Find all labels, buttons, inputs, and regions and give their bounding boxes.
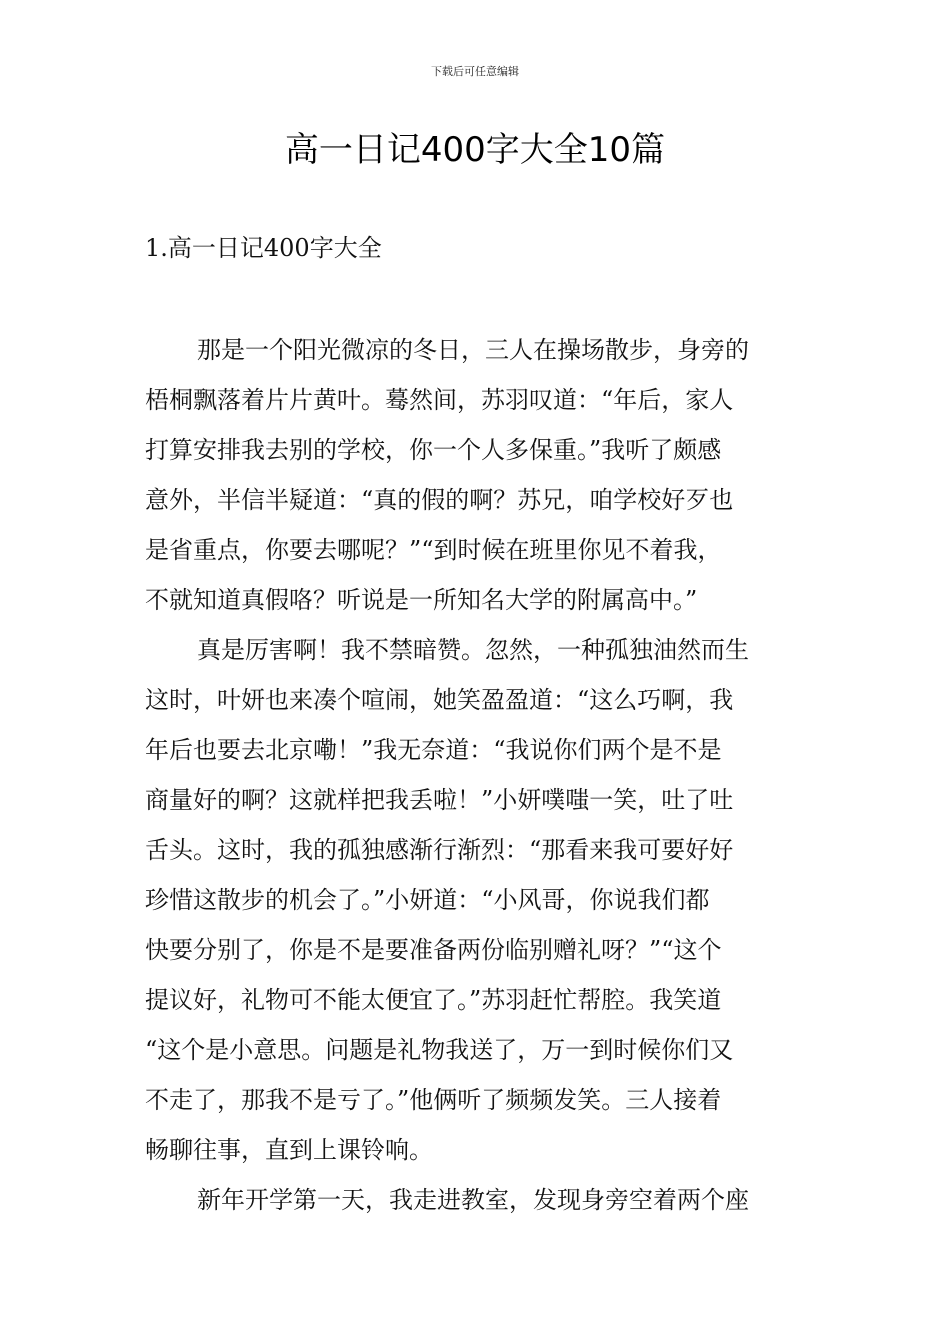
body-line: 这时，叶妍也来凑个喧闹，她笑盈盈道：“这么巧啊，我 [145,686,734,714]
body-line: 提议好，礼物可不能太便宜了。”苏羽赶忙帮腔。我笑道 [145,986,722,1014]
body-line: 不走了，那我不是亏了。”他俩听了频频发笑。三人接着 [145,1086,722,1114]
body-line: 畅聊往事，直到上课铃响。 [145,1136,433,1164]
body-line: 商量好的啊？这就样把我丢啦！”小妍噗嗤一笑，吐了吐 [145,786,734,814]
section-heading: 1.高一日记400字大全 [145,234,382,262]
body-text [145,325,805,1225]
body-line: 不就知道真假咯？听说是一所知名大学的附属高中。” [145,586,698,614]
page-header-note: 下载后可任意编辑 [431,65,519,78]
body-line: “这个是小意思。问题是礼物我送了，万一到时候你们又 [145,1036,734,1064]
body-line: 是省重点，你要去哪呢？”“到时候在班里你见不着我， [145,536,722,564]
body-line: 年后也要去北京嘞！”我无奈道：“我说你们两个是不是 [145,736,722,764]
body-line: 打算安排我去别的学校，你一个人多保重。”我听了颇感 [145,436,722,464]
body-line: 快要分别了，你是不是要准备两份临别赠礼呀？”“这个 [145,936,722,964]
body-line: 梧桐飘落着片片黄叶。蓦然间，苏羽叹道：“年后，家人 [145,386,734,414]
body-line: 舌头。这时，我的孤独感渐行渐烈：“那看来我可要好好 [145,836,734,864]
body-line: 意外，半信半疑道：“真的假的啊？苏兄，咱学校好歹也 [145,486,734,514]
body-line: 那是一个阳光微凉的冬日，三人在操场散步，身旁的 [197,336,749,364]
body-line: 真是厉害啊！我不禁暗赞。忽然，一种孤独油然而生 [197,636,749,664]
body-line: 珍惜这散步的机会了。”小妍道：“小风哥，你说我们都 [145,886,710,914]
document-title: 高一日记400字大全10篇 [284,130,666,170]
body-line: 新年开学第一天，我走进教室，发现身旁空着两个座 [197,1186,749,1214]
